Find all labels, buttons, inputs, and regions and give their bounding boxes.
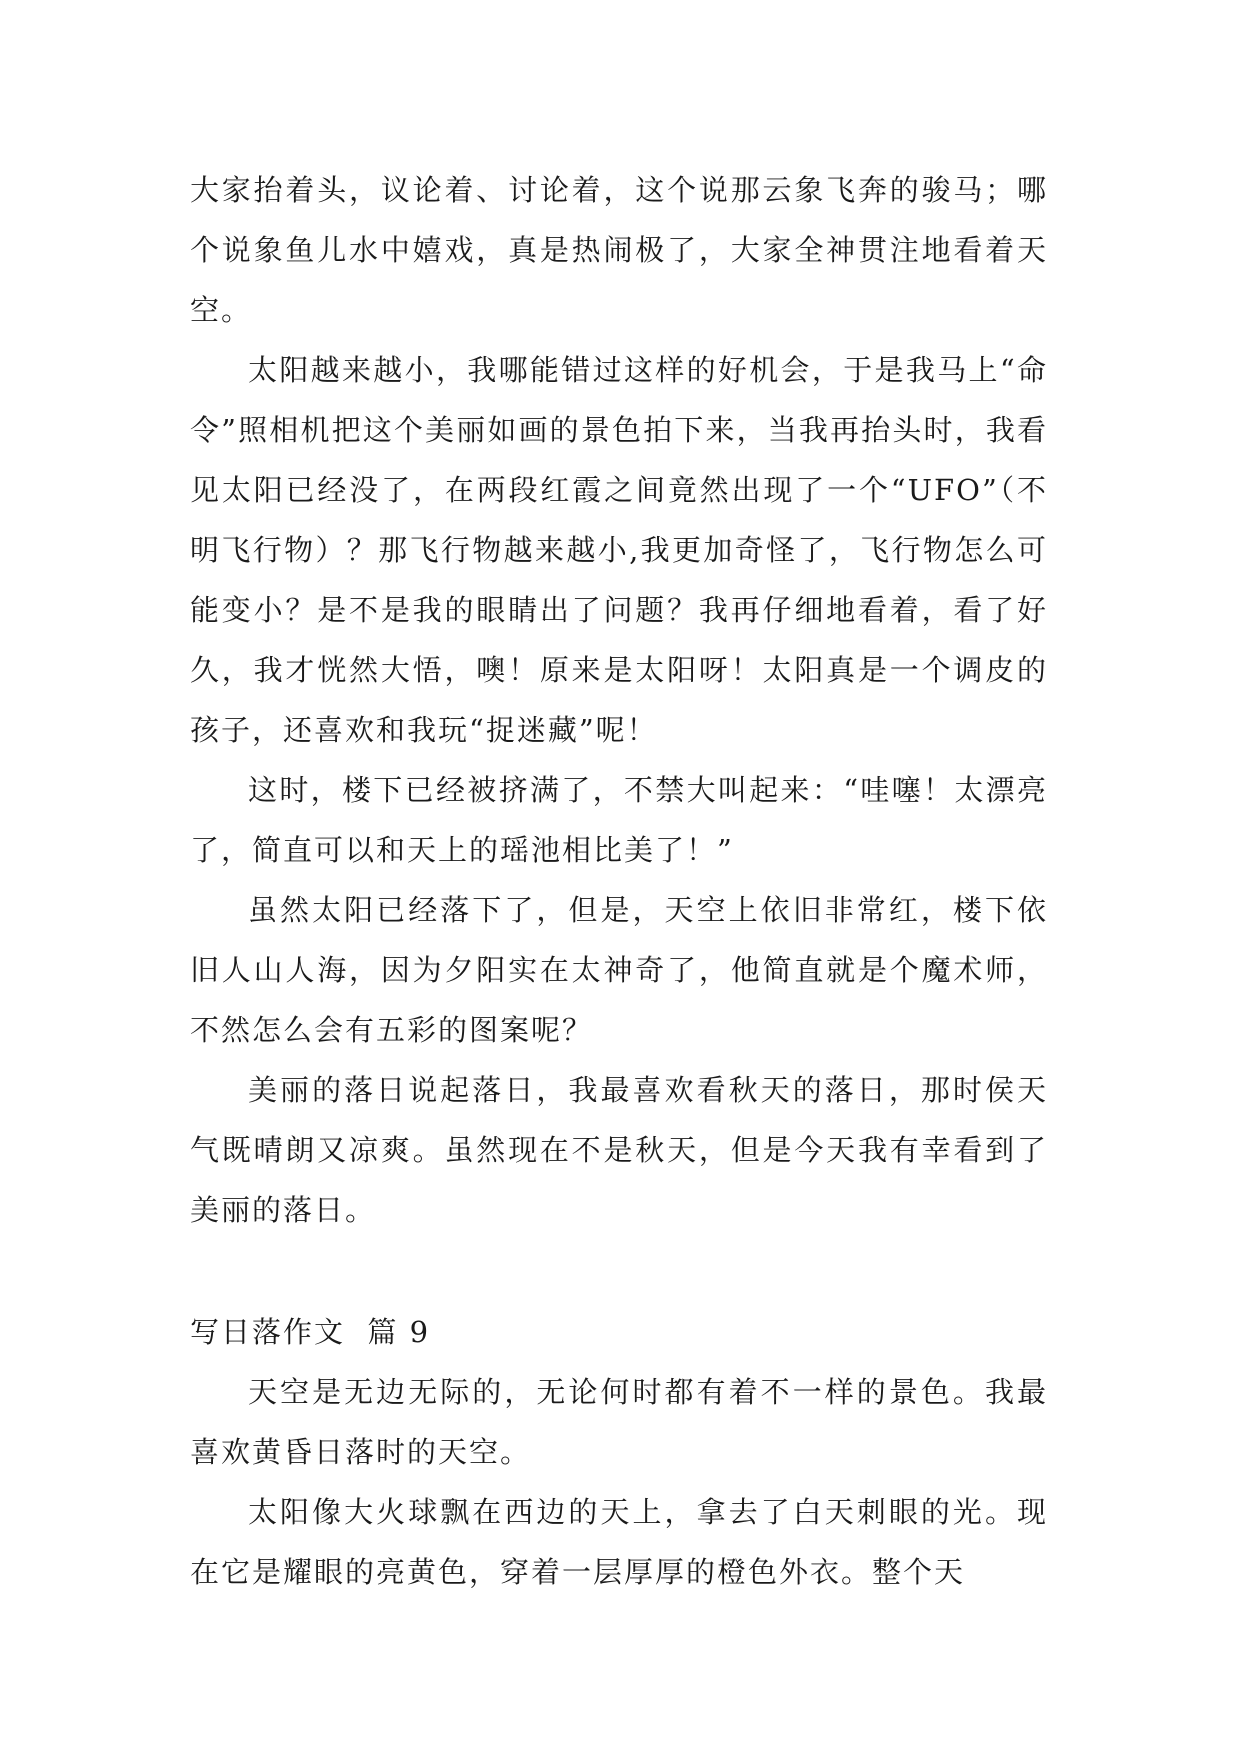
paragraph-5: 美丽的落日说起落日，我最喜欢看秋天的落日，那时侯天气既晴朗又凉爽。虽然现在不是秋天，但是今天我有幸看到了美丽的落日。 xyxy=(190,1073,1048,1227)
paragraph-1: 大家抬着头，议论着、讨论着，这个说那云象飞奔的骏马；哪个说象鱼儿水中嬉戏，真是热闹极了，大家全神贯注地看着天空。 xyxy=(190,173,1048,327)
document-page xyxy=(190,160,1048,1602)
paragraph-6: 天空是无边无际的，无论何时都有着不一样的景色。我最喜欢黄昏日落时的天空。 xyxy=(190,1375,1048,1469)
paragraph-3: 这时，楼下已经被挤满了，不禁大叫起来：“哇噻！太漂亮了，简直可以和天上的瑶池相比美了！” xyxy=(190,773,1048,867)
paragraph-4: 虽然太阳已经落下了，但是，天空上依旧非常红，楼下依旧人山人海，因为夕阳实在太神奇了，他简直就是个魔术师，不然怎么会有五彩的图案呢？ xyxy=(190,893,1048,1047)
section-spacer xyxy=(190,1240,1048,1302)
paragraph-7: 太阳像大火球飘在西边的天上，拿去了白天刺眼的光。现在它是耀眼的亮黄色，穿着一层厚厚的橙色外衣。整个天 xyxy=(190,1495,1048,1589)
section-heading: 写日落作文 篇 9 xyxy=(190,1315,431,1349)
paragraph-2: 太阳越来越小，我哪能错过这样的好机会，于是我马上“命令”照相机把这个美丽如画的景色拍下来，当我再抬头时，我看见太阳已经没了，在两段红霞之间竟然出现了一个“UFO”（不明飞行物）？那飞行物越来越小,我更加奇怪了，飞行物怎么可能变小？是不是我的眼睛出了问题？我再仔细地看着，看了好久，我才恍然大悟，噢！原来是太阳呀！太阳真是一个调皮的孩子，还喜欢和我玩“捉迷藏”呢！ xyxy=(190,353,1048,747)
